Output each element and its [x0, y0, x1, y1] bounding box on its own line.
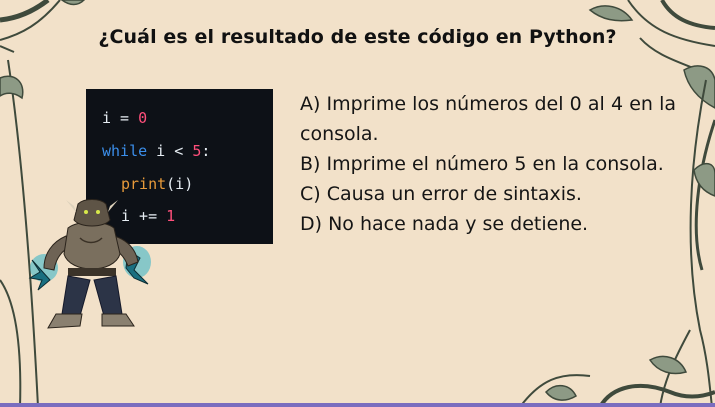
option-a[interactable]: A) Imprime los números del 0 al 4 en la consola. — [300, 93, 676, 145]
option-d[interactable]: D) No hace nada y se detiene. — [300, 213, 589, 235]
code-line-4: i += 1 — [121, 207, 176, 225]
answer-options — [300, 89, 676, 239]
slide-bottom-bar — [0, 403, 715, 407]
code-line-2: while i < 5: — [102, 142, 211, 160]
monster-character-image — [22, 198, 162, 338]
code-line-3: print(i) — [121, 175, 194, 193]
option-b[interactable]: B) Imprime el número 5 en la consola. — [300, 153, 664, 175]
option-c[interactable]: C) Causa un error de sintaxis. — [300, 183, 582, 205]
code-line-1: i = 0 — [102, 109, 148, 127]
question-title: ¿Cuál es el resultado de este código en Python? — [98, 26, 617, 48]
